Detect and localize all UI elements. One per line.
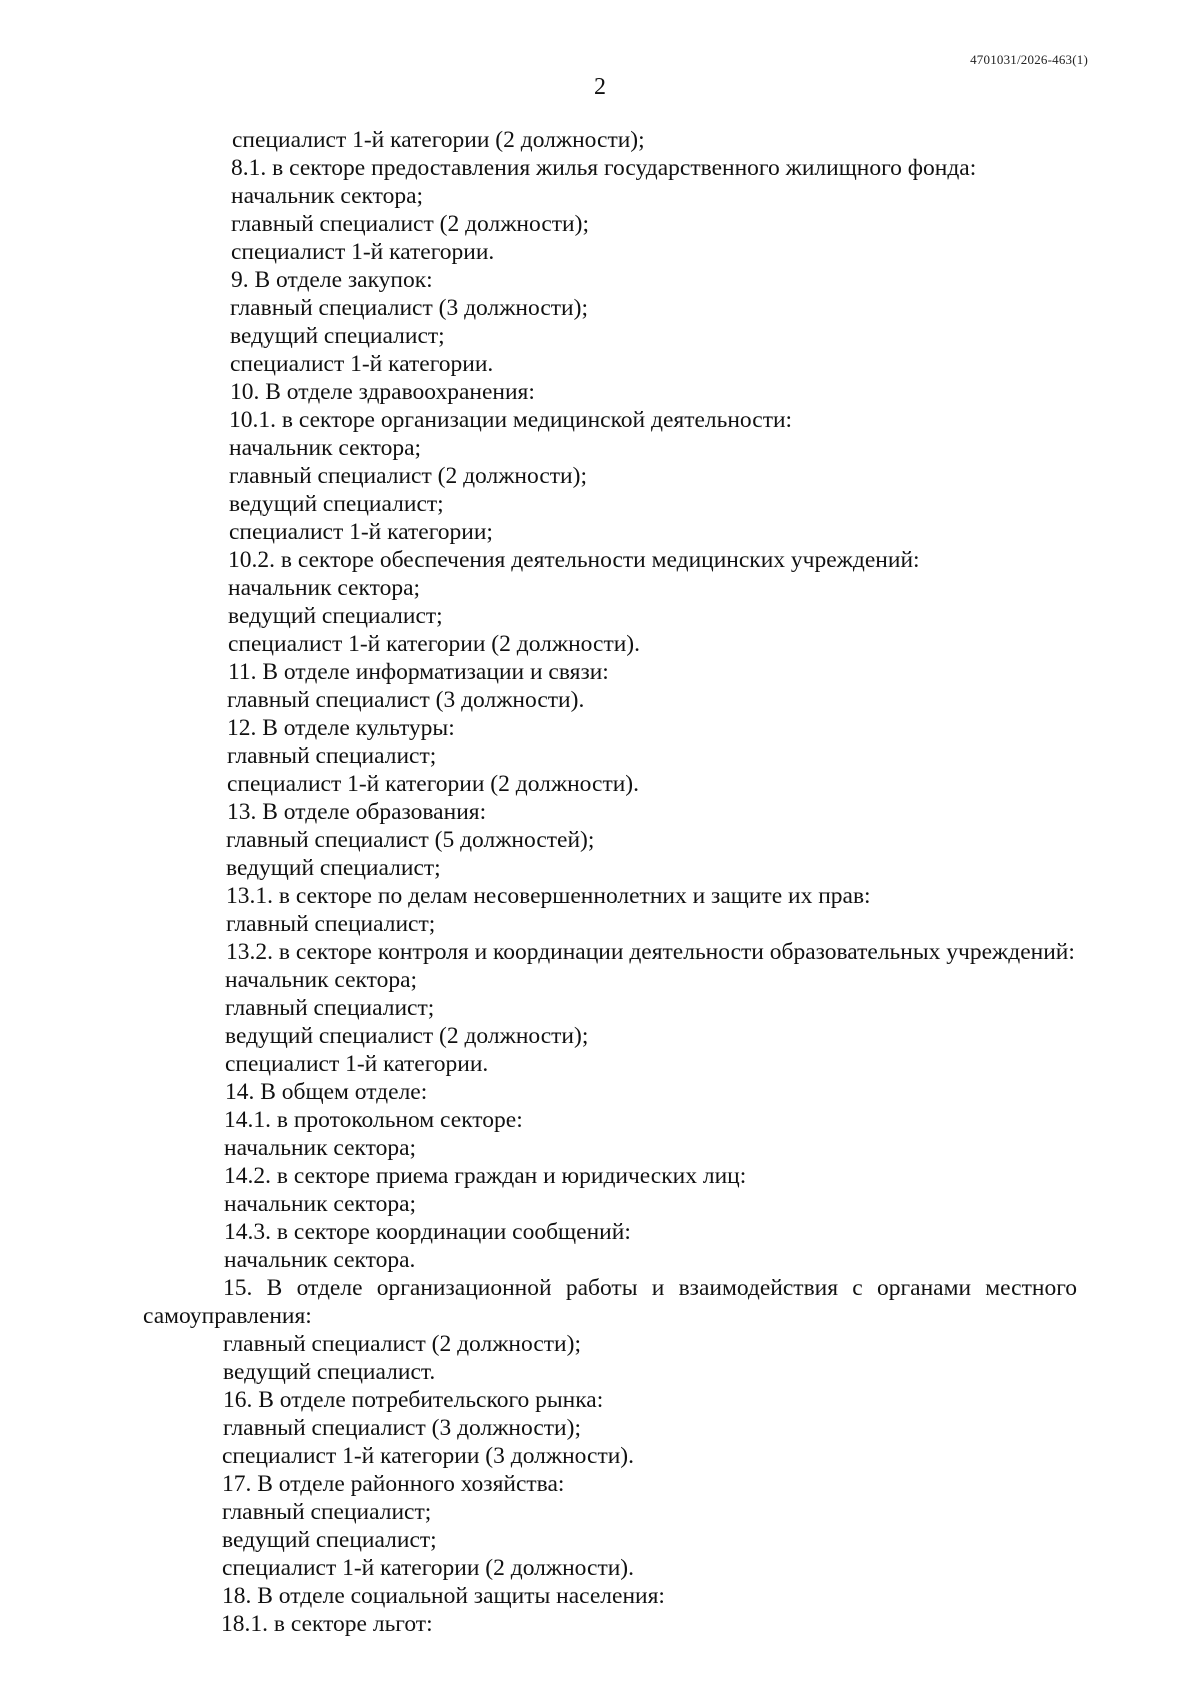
text-line: начальник сектора; — [224, 1135, 417, 1161]
text-line: 9. В отделе закупок: — [231, 267, 433, 293]
text-line: начальник сектора; — [229, 435, 422, 461]
text-line: специалист 1-й категории (3 должности). — [222, 1443, 634, 1469]
text-line: главный специалист (3 должности); — [230, 295, 588, 321]
text-line: 13.2. в секторе контроля и координации деятельности образовательных учреждений: — [226, 939, 1075, 965]
text-line: специалист 1-й категории (2 должности). — [227, 771, 639, 797]
text-line: 11. В отделе информатизации и связи: — [228, 659, 609, 685]
text-line: главный специалист (2 должности); — [229, 463, 587, 489]
text-line: специалист 1-й категории; — [229, 519, 493, 545]
text-line: главный специалист; — [226, 911, 436, 937]
paragraph-15 — [143, 1274, 1077, 1330]
text-line: специалист 1-й категории. — [225, 1051, 489, 1077]
text-line: главный специалист (2 должности); — [223, 1331, 581, 1357]
text-line: ведущий специалист. — [223, 1359, 436, 1385]
text-line: главный специалист; — [225, 995, 435, 1021]
text-line: 18.1. в секторе льгот: — [221, 1611, 433, 1637]
text-line: 13.1. в секторе по делам несовершеннолетних и защите их прав: — [226, 883, 871, 909]
text-line: 10.1. в секторе организации медицинской деятельности: — [229, 407, 793, 433]
text-line: специалист 1-й категории (2 должности); — [232, 127, 645, 153]
text-line: ведущий специалист; — [222, 1527, 437, 1553]
document-id: 4701031/2026-463(1) — [970, 52, 1088, 67]
text-line: ведущий специалист; — [229, 491, 444, 517]
text-line: главный специалист; — [222, 1499, 432, 1525]
text-line: 16. В отделе потребительского рынка: — [223, 1387, 604, 1413]
text-line: 10.2. в секторе обеспечения деятельности медицинских учреждений: — [228, 547, 920, 573]
text-line: начальник сектора; — [231, 183, 424, 209]
text-line: 17. В отделе районного хозяйства: — [222, 1471, 565, 1497]
text-line: ведущий специалист; — [230, 323, 445, 349]
text-line: главный специалист (5 должностей); — [226, 827, 595, 853]
text-line: главный специалист (3 должности). — [227, 687, 585, 713]
text-line: 18. В отделе социальной защиты населения: — [222, 1583, 665, 1609]
text-line: начальник сектора; — [225, 967, 418, 993]
text-line: 10. В отделе здравоохранения: — [230, 379, 535, 405]
text-line: начальник сектора; — [224, 1191, 417, 1217]
text-line: начальник сектора. — [224, 1247, 416, 1273]
text-line: ведущий специалист (2 должности); — [225, 1023, 589, 1049]
text-line: 14.1. в протокольном секторе: — [224, 1107, 523, 1133]
text-line: специалист 1-й категории (2 должности). — [222, 1555, 634, 1581]
text-line: специалист 1-й категории (2 должности). — [228, 631, 640, 657]
text-line: 14. В общем отделе: — [225, 1079, 428, 1105]
text-line: 14.2. в секторе приема граждан и юридических лиц: — [224, 1163, 747, 1189]
page-number: 2 — [594, 74, 606, 100]
text-line: 8.1. в секторе предоставления жилья государственного жилищного фонда: — [231, 155, 977, 181]
text-line: главный специалист (3 должности); — [223, 1415, 581, 1441]
text-line: главный специалист; — [227, 743, 437, 769]
text-line: 14.3. в секторе координации сообщений: — [224, 1219, 631, 1245]
text-line: ведущий специалист; — [228, 603, 443, 629]
text-line: главный специалист (2 должности); — [231, 211, 589, 237]
text-line: ведущий специалист; — [226, 855, 441, 881]
text-line: начальник сектора; — [228, 575, 421, 601]
paragraph-15-line-2: самоуправления: — [143, 1303, 312, 1329]
text-line: специалист 1-й категории. — [231, 239, 495, 265]
text-line: специалист 1-й категории. — [230, 351, 494, 377]
text-line: 12. В отделе культуры: — [227, 715, 455, 741]
text-line: 13. В отделе образования: — [227, 799, 487, 825]
paragraph-15-line-1: 15. В отделе организационной работы и взаимодействия с органами местного — [223, 1275, 1077, 1301]
